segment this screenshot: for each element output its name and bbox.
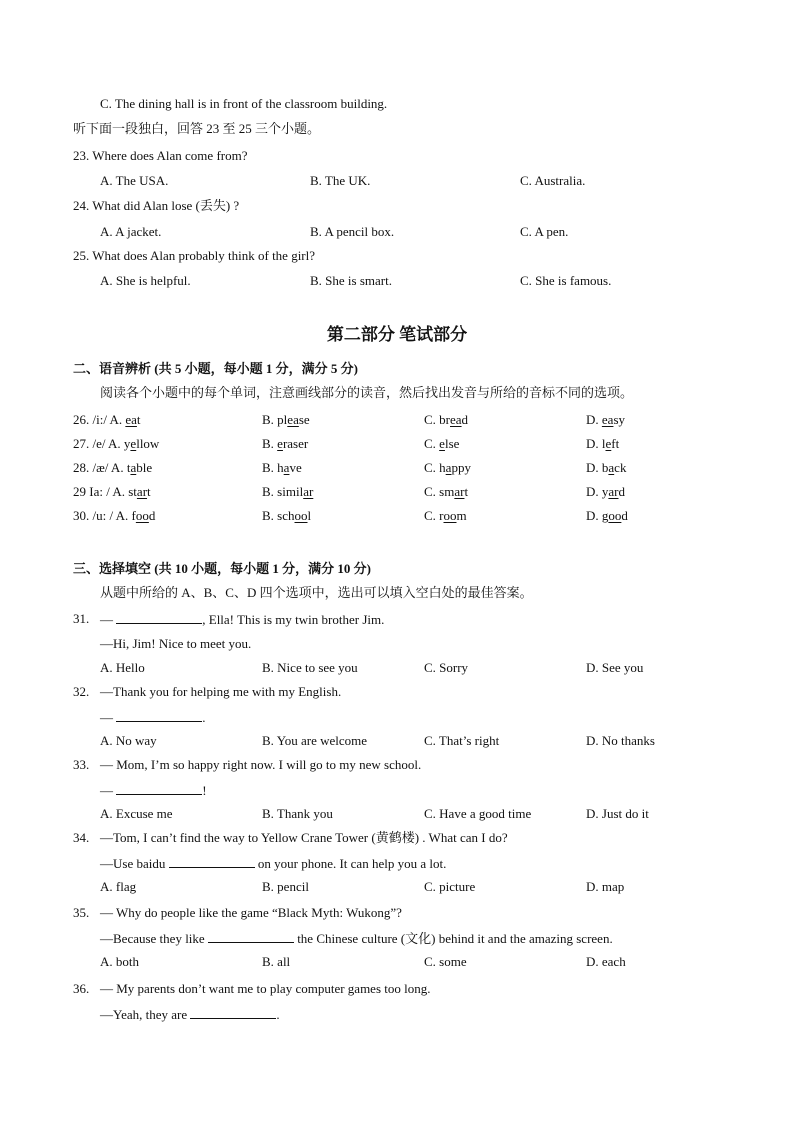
- underlined-sound: ea: [450, 412, 462, 427]
- choice-heading: 三、选择填空 (共 10 小题，每小题 1 分，满分 10 分): [73, 561, 371, 576]
- word-part: B. pl: [262, 412, 288, 427]
- q25-option-a: A. She is helpful.: [100, 273, 191, 288]
- question-23-stem: 23. Where does Alan come from?: [73, 148, 248, 163]
- choice-question-number: 31.: [73, 611, 90, 626]
- question-24-stem: 24. What did Alan lose (丢失) ?: [73, 198, 240, 213]
- choice-33-option-a: A. Excuse me: [100, 806, 173, 821]
- answer-blank: [116, 611, 202, 624]
- word-part: D.: [586, 412, 602, 427]
- word-part: D. l: [586, 436, 606, 451]
- dialogue-text: —: [100, 612, 117, 627]
- listening-instruction: 听下面一段独白，回答 23 至 25 三个小题。: [73, 121, 321, 136]
- dialogue-text: —Use baidu: [100, 856, 169, 871]
- choice-33-option-d: D. Just do it: [586, 806, 649, 821]
- phonetics-30-option-c: [424, 508, 467, 524]
- phonetics-prefix: 28. /æ/ A.: [73, 460, 127, 475]
- underlined-sound: e: [439, 436, 445, 451]
- word-part: l: [307, 508, 312, 523]
- choice-34-option-d: D. map: [586, 879, 625, 894]
- phonetics-26-option-a: [73, 412, 141, 428]
- dialogue-text: .: [202, 710, 206, 725]
- choice-35-option-d: D. each: [586, 954, 626, 969]
- underlined-sound: ea: [125, 412, 137, 427]
- q23-option-c: C. Australia.: [520, 173, 586, 188]
- dialogue-text: — Mom, I’m so happy right now. I will go to my new school.: [100, 757, 422, 772]
- phonetics-27-option-b: [262, 436, 308, 452]
- phonetics-27-option-c: [424, 436, 459, 452]
- word-part: D. g: [586, 508, 609, 523]
- underlined-sound: a: [608, 460, 615, 475]
- phonetics-26-option-b: [262, 412, 310, 428]
- answer-blank: [116, 782, 202, 795]
- choice-32-line-1: [100, 684, 341, 700]
- word-part: ck: [614, 460, 627, 475]
- answer-blank: [169, 855, 255, 868]
- word-part: ft: [611, 436, 620, 451]
- choice-31-option-a: A. Hello: [100, 660, 145, 675]
- word-part: t: [126, 460, 131, 475]
- underlined-sound: ar: [303, 484, 314, 499]
- phonetics-prefix: 29 Ia: / A.: [73, 484, 129, 499]
- underlined-sound: ea: [287, 412, 299, 427]
- word-part: ve: [289, 460, 302, 475]
- choice-33-line-1: [100, 757, 421, 773]
- underlined-sound: ar: [608, 484, 619, 499]
- phonetics-30-option-b: [262, 508, 311, 524]
- underlined-sound: oo: [608, 508, 622, 523]
- phonetics-prefix: 26. /i:/ A.: [73, 412, 126, 427]
- phonetics-27-option-d: [586, 436, 619, 452]
- choice-question-number: 33.: [73, 757, 90, 772]
- phonetics-26-option-d: [586, 412, 625, 428]
- choice-36-line-1: [100, 981, 430, 997]
- choice-33-option-c: C. Have a good time: [424, 806, 532, 821]
- choice-31-line-1: [100, 611, 384, 628]
- underlined-sound: e: [605, 436, 612, 451]
- underlined-sound: ar: [136, 484, 148, 499]
- phonetics-28-option-b: [262, 460, 302, 476]
- underlined-sound: a: [130, 460, 137, 475]
- listening-prev-option: C. The dining hall is in front of the classroom building.: [100, 96, 388, 111]
- word-part: raser: [282, 436, 309, 451]
- choice-question-number: 36.: [73, 981, 90, 996]
- choice-question-number: 35.: [73, 905, 90, 920]
- dialogue-text: —Because they like: [100, 931, 208, 946]
- choice-32-option-d: D. No thanks: [586, 733, 655, 748]
- phonetics-prefix: 27. /e/ A.: [73, 436, 124, 451]
- answer-blank: [208, 930, 294, 943]
- underlined-sound: oo: [443, 508, 457, 523]
- q23-option-b: B. The UK.: [310, 173, 371, 188]
- choice-34-line-2: [100, 855, 446, 872]
- dialogue-text: , Ella! This is my twin brother Jim.: [202, 612, 385, 627]
- dialogue-text: —Thank you for helping me with my English.: [100, 684, 342, 699]
- choice-32-option-a: A. No way: [100, 733, 157, 748]
- phonetics-28-option-d: [586, 460, 626, 476]
- word-part: C. r: [424, 508, 444, 523]
- choice-33-option-b: B. Thank you: [262, 806, 333, 821]
- word-part: D. y: [586, 484, 609, 499]
- dialogue-text: — Why do people like the game “Black Myth: Wukong”?: [100, 905, 402, 920]
- q24-option-a: A. A jacket.: [100, 224, 162, 239]
- phonetics-heading: 二、语音辨析 (共 5 小题，每小题 1 分，满分 5 分): [73, 361, 358, 376]
- underlined-sound: e: [130, 436, 137, 451]
- word-part: lse: [444, 436, 460, 451]
- choice-32-line-2: [100, 709, 206, 726]
- choice-31-option-d: D. See you: [586, 660, 644, 675]
- choice-34-option-b: B. pencil: [262, 879, 309, 894]
- word-part: m: [456, 508, 467, 523]
- choice-32-option-b: B. You are welcome: [262, 733, 368, 748]
- q25-option-c: C. She is famous.: [520, 273, 612, 288]
- word-part: d: [618, 484, 625, 499]
- q24-option-c: C. A pen.: [520, 224, 569, 239]
- phonetics-29-option-a: [73, 484, 151, 500]
- phonetics-28-option-c: [424, 460, 471, 476]
- choice-36-line-2: [100, 1006, 280, 1023]
- word-part: C. sm: [424, 484, 455, 499]
- choice-34-line-1: [100, 830, 508, 846]
- phonetics-28-option-a: [73, 460, 152, 476]
- word-part: ble: [136, 460, 153, 475]
- word-part: B.: [262, 436, 278, 451]
- dialogue-text: —Tom, I can’t find the way to Yellow Crane Tower (黄鹤楼) . What can I do?: [100, 830, 508, 845]
- choice-35-line-2: [100, 930, 613, 947]
- word-part: ppy: [451, 460, 471, 475]
- word-part: B. h: [262, 460, 284, 475]
- phonetics-30-option-a: [73, 508, 155, 524]
- word-part: C. br: [424, 412, 450, 427]
- dialogue-text: —: [100, 783, 117, 798]
- word-part: d: [621, 508, 628, 523]
- phonetics-27-option-a: [73, 436, 159, 452]
- choice-33-line-2: [100, 782, 207, 799]
- q23-option-a: A. The USA.: [100, 173, 169, 188]
- choice-question-number: 32.: [73, 684, 90, 699]
- dialogue-text: — My parents don’t want me to play computer games too long.: [100, 981, 431, 996]
- underlined-sound: oo: [294, 508, 308, 523]
- phonetics-instruction: 阅读各个小题中的每个单词，注意画线部分的读音，然后找出发音与所给的音标不同的选项。: [100, 385, 634, 400]
- word-part: B. sch: [262, 508, 295, 523]
- underlined-sound: a: [283, 460, 290, 475]
- underlined-sound: ea: [601, 412, 614, 427]
- word-part: llow: [136, 436, 160, 451]
- q25-option-b: B. She is smart.: [310, 273, 392, 288]
- choice-32-option-c: C. That’s right: [424, 733, 500, 748]
- dialogue-text: the Chinese culture (文化) behind it and the amazing screen.: [293, 931, 613, 946]
- underlined-sound: a: [445, 460, 452, 475]
- question-25-stem: 25. What does Alan probably think of the girl?: [73, 248, 316, 263]
- choice-31-option-c: C. Sorry: [424, 660, 469, 675]
- dialogue-text: —Yeah, they are: [100, 1007, 191, 1022]
- phonetics-30-option-d: [586, 508, 628, 524]
- word-part: B. simil: [262, 484, 304, 499]
- word-part: C.: [424, 436, 440, 451]
- word-part: t: [147, 484, 151, 499]
- word-part: d: [148, 508, 156, 523]
- choice-34-option-c: C. picture: [424, 879, 476, 894]
- word-part: sy: [613, 412, 625, 427]
- word-part: d: [461, 412, 469, 427]
- answer-blank: [190, 1006, 276, 1019]
- q24-option-b: B. A pencil box.: [310, 224, 395, 239]
- choice-31-option-b: B. Nice to see you: [262, 660, 358, 675]
- underlined-sound: oo: [135, 508, 149, 523]
- word-part: D. b: [586, 460, 609, 475]
- phonetics-29-option-b: [262, 484, 313, 500]
- word-part: f: [131, 508, 136, 523]
- word-part: y: [123, 436, 131, 451]
- choice-35-option-b: B. all: [262, 954, 291, 969]
- choice-instruction: 从题中所给的 A、B、C、D 四个选项中，选出可以填入空白处的最佳答案。: [100, 585, 533, 600]
- phonetics-prefix: 30. /u: / A.: [73, 508, 132, 523]
- word-part: t: [464, 484, 469, 499]
- dialogue-text: .: [276, 1007, 280, 1022]
- phonetics-26-option-c: [424, 412, 468, 428]
- answer-blank: [116, 709, 202, 722]
- dialogue-text: !: [202, 783, 207, 798]
- choice-35-option-c: C. some: [424, 954, 467, 969]
- word-part: t: [136, 412, 141, 427]
- choice-34-option-a: A. flag: [100, 879, 137, 894]
- word-part: C. h: [424, 460, 446, 475]
- part-title: 第二部分 笔试部分: [326, 325, 468, 344]
- choice-35-option-a: A. both: [100, 954, 139, 969]
- dialogue-text: —: [100, 710, 117, 725]
- choice-31-line-2: [100, 636, 251, 652]
- phonetics-29-option-c: [424, 484, 468, 500]
- choice-35-line-1: [100, 905, 402, 921]
- underlined-sound: ar: [454, 484, 465, 499]
- dialogue-text: —Hi, Jim! Nice to meet you.: [100, 636, 252, 651]
- word-part: se: [298, 412, 310, 427]
- underlined-sound: e: [277, 436, 283, 451]
- word-part: st: [128, 484, 137, 499]
- phonetics-29-option-d: [586, 484, 625, 500]
- choice-question-number: 34.: [73, 830, 90, 845]
- dialogue-text: on your phone. It can help you a lot.: [254, 856, 447, 871]
